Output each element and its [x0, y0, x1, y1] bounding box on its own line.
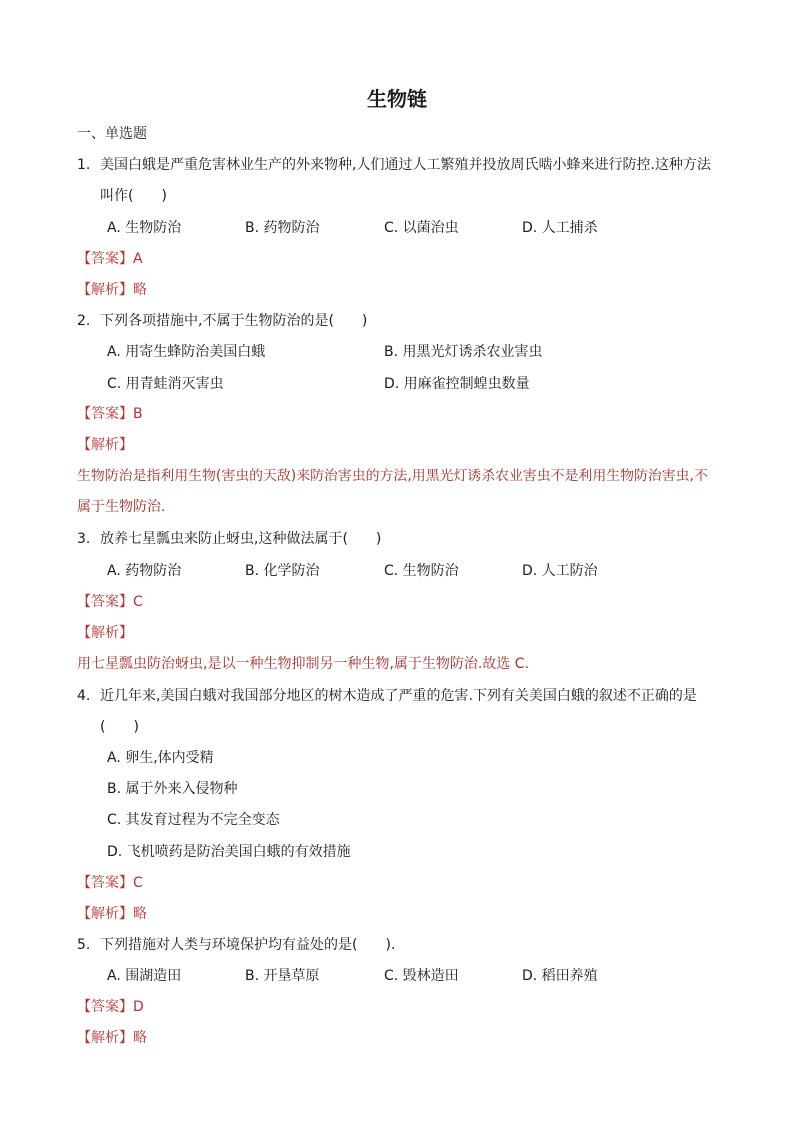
analysis-line: [77, 280, 147, 300]
analysis-line: [77, 623, 133, 643]
question-text: 下列措施对人类与环境保护均有益处的是( ).: [100, 937, 396, 953]
analysis-text: 生物防治是指利用生物(害虫的天敌)来防治害虫的方法,用黑光灯诱杀农业害虫不是利用生物防治害虫,不: [77, 468, 708, 484]
analysis-label: 【解析】: [77, 282, 133, 298]
answer-label: 【答案】: [77, 406, 133, 422]
question-number: 4.: [77, 688, 91, 704]
analysis-label: 【解析】: [77, 437, 133, 453]
section-heading: 一、单选题: [77, 126, 147, 142]
option-b[interactable]: B. 属于外来入侵物种: [107, 781, 238, 797]
option-b[interactable]: B. 用黑光灯诱杀农业害虫: [384, 344, 543, 360]
question-number: 2.: [77, 313, 91, 329]
answer-value: C: [133, 875, 143, 891]
option-d[interactable]: D. 飞机喷药是防治美国白蛾的有效措施: [107, 844, 351, 860]
analysis-label: 【解析】: [77, 625, 133, 641]
analysis-text: 略: [133, 1030, 147, 1046]
question-text-cont: 叫作( ): [100, 188, 167, 204]
answer-label: 【答案】: [77, 875, 133, 891]
analysis-text-cont: 属于生物防治.: [77, 499, 166, 515]
option-d[interactable]: D. 用麻雀控制蝗虫数量: [384, 376, 530, 392]
analysis-line: [77, 904, 147, 924]
question-text: 放养七星瓢虫来防止蚜虫,这种做法属于( ): [100, 531, 382, 547]
option-a[interactable]: A. 药物防治: [107, 563, 182, 579]
option-a[interactable]: A. 用寄生蜂防治美国白蛾: [107, 344, 266, 360]
question-text: 近几年来,美国白蛾对我国部分地区的树木造成了严重的危害.下列有关美国白蛾的叙述不正确的是: [100, 688, 697, 704]
analysis-line: [77, 1028, 147, 1048]
answer-line: [77, 873, 143, 893]
answer-label: 【答案】: [77, 251, 133, 267]
question-text: 下列各项措施中,不属于生物防治的是( ): [100, 313, 368, 329]
answer-value: D: [133, 999, 144, 1015]
option-c[interactable]: C. 毁林造田: [384, 968, 459, 984]
analysis-label: 【解析】: [77, 906, 133, 922]
question-text: 美国白蛾是严重危害林业生产的外来物种,人们通过人工繁殖并投放周氏啮小蜂来进行防控.这种方法: [100, 157, 711, 173]
analysis-label: 【解析】: [77, 1030, 133, 1046]
answer-line: [77, 404, 143, 424]
analysis-line: [77, 435, 133, 455]
answer-value: A: [133, 251, 143, 267]
answer-value: C: [133, 594, 143, 610]
analysis-text: 略: [133, 906, 147, 922]
answer-line: [77, 997, 144, 1017]
option-d[interactable]: D. 人工捕杀: [522, 220, 598, 236]
option-c[interactable]: C. 以菌治虫: [384, 220, 459, 236]
question-text-cont: ( ): [100, 719, 139, 735]
option-c[interactable]: C. 生物防治: [384, 563, 459, 579]
answer-label: 【答案】: [77, 594, 133, 610]
analysis-text: 用七星瓢虫防治蚜虫,是以一种生物抑制另一种生物,属于生物防治.故选 C.: [77, 656, 530, 672]
option-a[interactable]: A. 卵生,体内受精: [107, 750, 214, 766]
answer-line: [77, 249, 143, 269]
option-d[interactable]: D. 人工防治: [522, 563, 598, 579]
option-c[interactable]: C. 用青蛙消灭害虫: [107, 376, 224, 392]
option-b[interactable]: B. 药物防治: [245, 220, 320, 236]
option-b[interactable]: B. 开垦草原: [245, 968, 320, 984]
analysis-text: 略: [133, 282, 147, 298]
option-b[interactable]: B. 化学防治: [245, 563, 320, 579]
answer-line: [77, 592, 143, 612]
question-number: 5.: [77, 937, 91, 953]
option-d[interactable]: D. 稻田养殖: [522, 968, 598, 984]
option-a[interactable]: A. 围湖造田: [107, 968, 182, 984]
question-number: 1.: [77, 157, 91, 173]
option-a[interactable]: A. 生物防治: [107, 220, 182, 236]
option-c[interactable]: C. 其发育过程为不完全变态: [107, 812, 280, 828]
answer-label: 【答案】: [77, 999, 133, 1015]
page-title: 生物链: [367, 87, 427, 111]
answer-value: B: [133, 406, 143, 422]
question-number: 3.: [77, 531, 91, 547]
